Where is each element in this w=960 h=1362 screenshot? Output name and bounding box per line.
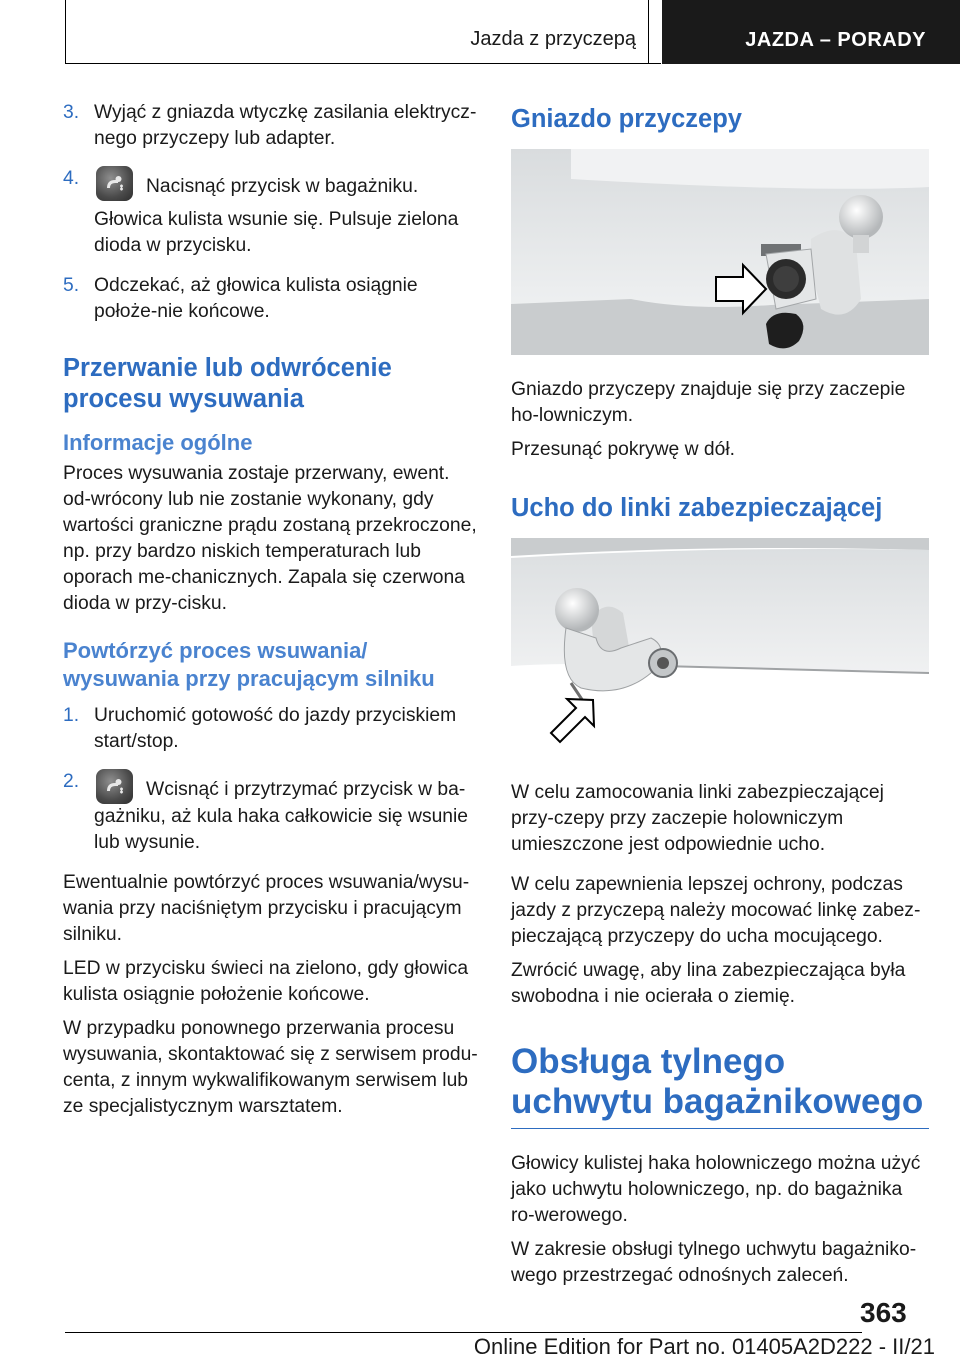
footer-edition-text: Online Edition for Part no. 01405A2D222 - II/21 [473, 1334, 935, 1359]
safety-cable-eye-illustration [511, 538, 929, 758]
paragraph-carrier-1: Głowicy kulistej haka holowniczego można użyć jako uchwytu holowniczego, np. do bagażnika ro-werowego. [511, 1153, 921, 1226]
step-number: 5. [63, 275, 80, 296]
paragraph-eye-2: W celu zapewnienia lepszej ochrony, podczas jazdy z przyczepą należy mocować linkę zabez-pieczającą przyczepy do ucha mocującego. [511, 874, 921, 947]
step-number: 1. [63, 705, 80, 726]
paragraph-eye-1: W celu zamocowania linki zabezpieczającej przy-czepy przy zaczepie holowniczym umieszczone jest odpowiednie ucho. [511, 782, 884, 855]
step-number: 4. [63, 168, 80, 189]
step-3 [63, 100, 478, 152]
step-text: Odczekać, aż głowica kulista osiągnie położe-nie końcowe. [94, 275, 418, 322]
paragraph-repeat-1: Ewentualnie powtórzyć proces wsuwania/wysu-wania przy naciśniętym przycisku i pracującym silniku. [63, 872, 470, 945]
header-rule-mid [648, 0, 649, 64]
heading-rear-carrier: Obsługa tylnego uchwytu bagażnikowego [511, 1042, 929, 1129]
header-rule-left [65, 0, 66, 64]
paragraph-socket-2: Przesunąć pokrywę w dół. [511, 439, 735, 460]
left-column [63, 100, 478, 1128]
page-number: 363 [860, 1297, 907, 1328]
footer-rule [65, 1332, 862, 1333]
step-4 [63, 166, 478, 259]
trunk-button-icon [96, 769, 133, 804]
heading-repeat: Powtórzyć proces wsuwania/ wysuwania przy pracującym silniku [63, 638, 435, 691]
heading-general-info: Informacje ogólne [63, 430, 253, 455]
trunk-button-icon [96, 166, 133, 201]
step-1 [63, 703, 478, 755]
step-number: 3. [63, 102, 80, 123]
heading-interrupt: Przerwanie lub odwrócenie procesu wysuwania [63, 354, 392, 413]
step-number: 2. [63, 771, 80, 792]
heading-safety-cable-eye: Ucho do linki zabezpieczającej [511, 494, 883, 522]
right-column [511, 100, 929, 1297]
paragraph-general-info: Proces wysuwania zostaje przerwany, ewent. od-wrócony lub nie zostanie wykonany, gdy wartości graniczne prądu zostaną przekroczone, np. przy bardzo niskich temperaturach lub oporach me-chanicznych. Zapala się czerwona dioda w przy-cisku. [63, 463, 477, 614]
heading-trailer-socket: Gniazdo przyczepy [511, 105, 742, 133]
step-text: Wcisnąć i przytrzymać przycisk w ba-gażniku, aż kula haka całkowicie się wsunie lub wysunie. [94, 779, 469, 853]
footer-edition [418, 1334, 935, 1360]
paragraph-repeat-3: W przypadku ponownego przerwania procesu wysuwania, skontaktować się z serwisem produ-centa, z innym wykwalifikowanym serwisem lub ze specjalistycznym warsztatem. [63, 1018, 478, 1117]
step-text: Uruchomić gotowość do jazdy przyciskiem start/stop. [94, 705, 457, 752]
step-5 [63, 273, 478, 325]
header-bottom-rule [65, 63, 661, 64]
paragraph-repeat-2: LED w przycisku świeci na zielono, gdy głowica kulista osiągnie położenie końcowe. [63, 958, 469, 1005]
paragraph-socket-1: Gniazdo przyczepy znajduje się przy zaczepie ho-lowniczym. [511, 379, 906, 426]
paragraph-eye-3: Zwrócić uwagę, aby lina zabezpieczająca była swobodna i nie ocierała o ziemię. [511, 960, 906, 1007]
step-text: Nacisnąć przycisk w bagażniku. [146, 176, 419, 197]
step-text: Wyjąć z gniazda wtyczkę zasilania elektrycz-nego przyczepy lub adapter. [94, 102, 477, 149]
step-2 [63, 769, 478, 856]
header-chapter-tab: JAZDA – PORADY [662, 0, 960, 64]
header-section-title: Jazda z przyczepą [470, 28, 636, 50]
paragraph-carrier-2: W zakresie obsługi tylnego uchwytu bagażniko-wego przestrzegać odnośnych zaleceń. [511, 1239, 917, 1286]
trailer-socket-illustration [511, 149, 929, 355]
step-subtext: Głowica kulista wsunie się. Pulsuje zielona dioda w przycisku. [94, 209, 459, 256]
